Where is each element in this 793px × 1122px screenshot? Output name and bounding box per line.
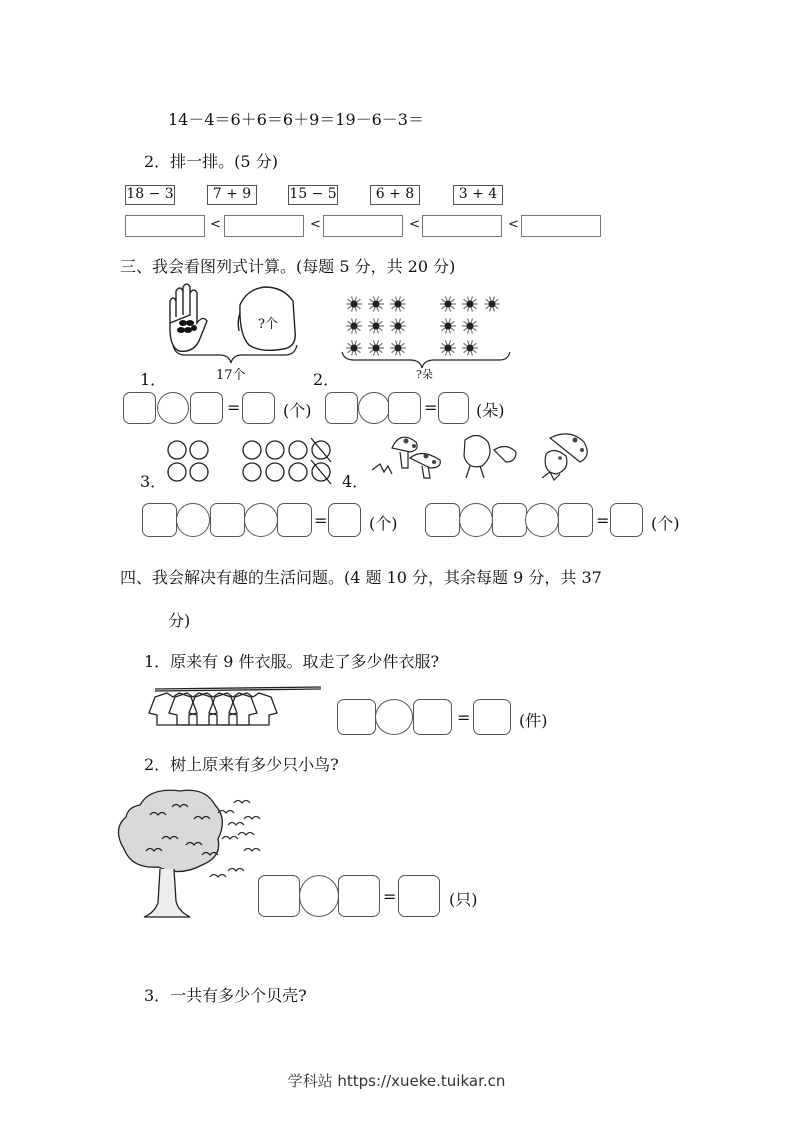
q4-2-text: 2．树上原来有多少只小鸟? (144, 755, 339, 774)
order-slot-5[interactable] (521, 215, 601, 237)
less-than-sign: < (210, 217, 221, 232)
flower-icon (440, 318, 456, 333)
q3-number: 3． (140, 472, 167, 491)
counting-circle (243, 441, 261, 459)
result-box[interactable] (438, 392, 469, 424)
operator-circle[interactable] (244, 503, 278, 537)
answer-box[interactable] (337, 699, 376, 735)
tree-birds-illustration (110, 785, 260, 925)
bird-icon (228, 823, 244, 826)
q1-caption: 17个 (216, 368, 246, 383)
operator-circle[interactable] (157, 392, 189, 424)
answer-box[interactable] (558, 503, 593, 537)
answer-box[interactable] (210, 503, 245, 537)
bird-icon (234, 801, 250, 804)
counting-circle (289, 463, 307, 481)
equals-sign: = (424, 398, 438, 417)
q2-caption: ?朵 (416, 368, 433, 381)
expression-card-1: 18 − 3 (125, 185, 175, 205)
operator-circle[interactable] (459, 503, 493, 537)
counting-circle (266, 441, 284, 459)
flower-icon (462, 318, 478, 333)
flower-icon (346, 318, 362, 333)
equals-sign: = (457, 708, 471, 727)
flower-icon (390, 318, 406, 333)
circles-illustration (165, 440, 340, 490)
flower-icon (462, 340, 478, 355)
answer-box[interactable] (190, 392, 223, 424)
counting-circle (311, 460, 331, 484)
answer-box[interactable] (325, 392, 358, 424)
counting-circle (190, 441, 208, 459)
q4-number: 4． (342, 472, 369, 491)
flower-icon (440, 340, 456, 355)
unit-label-ge: (个) (651, 514, 680, 533)
counting-circle (266, 463, 284, 481)
bird-icon (222, 837, 238, 840)
counting-circle (168, 441, 186, 459)
unit-label-zhi: (只) (449, 890, 478, 909)
answer-box[interactable] (413, 699, 452, 735)
operator-circle[interactable] (375, 699, 413, 735)
flower-icon (390, 340, 406, 355)
q2-number: 2． (313, 370, 340, 389)
answer-box[interactable] (258, 875, 300, 917)
unit-label-ge: (个) (283, 401, 312, 420)
result-box[interactable] (242, 392, 275, 424)
answer-box[interactable] (277, 503, 312, 537)
flower-icon (368, 296, 384, 311)
result-box[interactable] (610, 503, 643, 537)
expression-card-4: 6 + 8 (370, 185, 420, 205)
answer-box[interactable] (388, 392, 421, 424)
operator-circle[interactable] (358, 392, 390, 424)
counting-circle (311, 438, 331, 462)
flower-icon (390, 296, 406, 311)
footer-watermark: 学科站 https://xueke.tuikar.cn (287, 1072, 506, 1090)
answer-box[interactable] (338, 875, 380, 917)
less-than-sign: < (508, 217, 519, 232)
q1-number: 1． (140, 370, 167, 389)
result-box[interactable] (398, 875, 440, 917)
unit-label-ge: (个) (369, 514, 398, 533)
flower-icon (484, 296, 500, 311)
order-slot-3[interactable] (323, 215, 403, 237)
equals-sign: = (314, 511, 328, 530)
equals-sign: = (596, 511, 610, 530)
section2-title: 2．排一排。(5 分) (144, 152, 278, 171)
answer-box[interactable] (142, 503, 177, 537)
equals-sign: = (227, 398, 241, 417)
counting-circle (243, 463, 261, 481)
section3-title: 三、我会看图列式计算。(每题 5 分，共 20 分) (120, 257, 456, 276)
clothes-rack-illustration (145, 683, 325, 733)
bird-icon (210, 875, 226, 878)
order-slot-4[interactable] (422, 215, 502, 237)
bird-icon (244, 817, 260, 820)
result-box[interactable] (328, 503, 361, 537)
flower-icon (368, 340, 384, 355)
bird-icon (238, 833, 254, 836)
flower-icon (462, 296, 478, 311)
expression-card-5: 3 + 4 (453, 185, 503, 205)
counting-circle (168, 463, 186, 481)
answer-box[interactable] (123, 392, 156, 424)
equals-sign: = (383, 887, 397, 906)
operator-circle[interactable] (525, 503, 559, 537)
operator-circle[interactable] (299, 875, 339, 917)
flower-icon (368, 318, 384, 333)
answer-box[interactable] (492, 503, 527, 537)
expression-card-3: 15 − 5 (288, 185, 338, 205)
less-than-sign: < (310, 217, 321, 232)
counting-circle (289, 441, 307, 459)
equations-line: 14－4＝6＋6＝6＋9＝19－6－3＝ (168, 110, 424, 129)
hand-question-label: ?个 (258, 317, 278, 332)
unit-label-jian: (件) (519, 711, 548, 730)
q4-1-text: 1．原来有 9 件衣服。取走了多少件衣服? (144, 652, 440, 671)
flowers-illustration (340, 290, 510, 375)
bird-icon (228, 869, 244, 872)
q4-3-text: 3．一共有多少个贝壳? (144, 986, 307, 1005)
expression-card-2: 7 + 9 (207, 185, 257, 205)
less-than-sign: < (409, 217, 420, 232)
flower-icon (346, 296, 362, 311)
counting-circle (190, 463, 208, 481)
order-slot-1[interactable] (125, 215, 205, 237)
result-box[interactable] (473, 699, 511, 735)
bird-icon (244, 849, 260, 852)
unit-label-duo: (朵) (476, 401, 505, 420)
section4-title-line2: 分) (168, 611, 191, 630)
flower-icon (440, 296, 456, 311)
mushrooms-illustration (370, 428, 605, 486)
order-slot-2[interactable] (224, 215, 304, 237)
answer-box[interactable] (425, 503, 460, 537)
section4-title-line1: 四、我会解决有趣的生活问题。(4 题 10 分，其余每题 9 分，共 37 (120, 568, 602, 587)
flower-icon (346, 340, 362, 355)
operator-circle[interactable] (176, 503, 210, 537)
